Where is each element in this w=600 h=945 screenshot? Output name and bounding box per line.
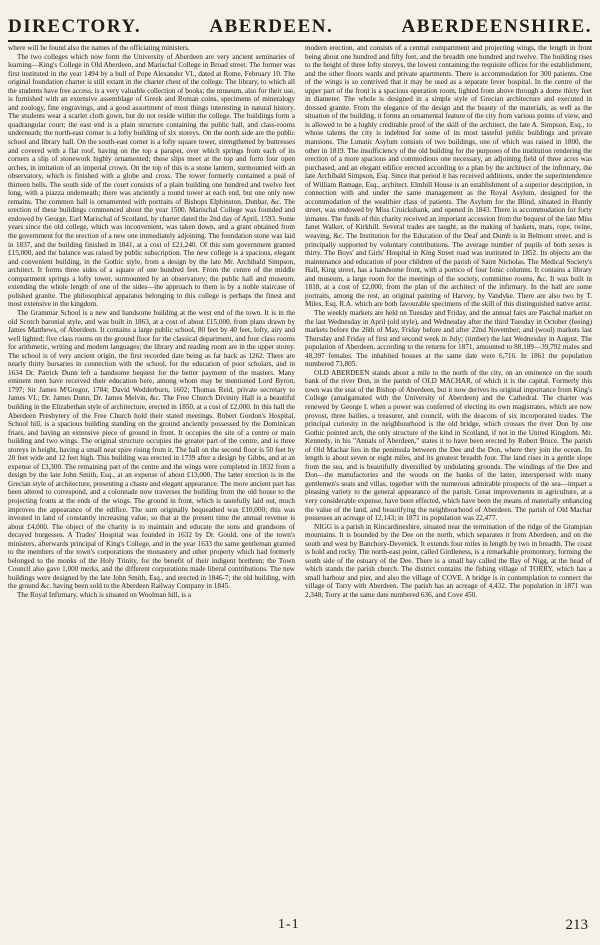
text-columns xyxy=(8,44,592,903)
paragraph: The weekly markets are held on Tuesday and Friday, and the annual fairs are Paschal market on the last Wednesday in April (old style), and Wednesday after the third Tuesday in October (feeing) markets before the 26th of May, Friday before and after 22nd November; and (wool) markets last Thursday and Friday of first and second week in July; (timber) the last Wednesday in August. The population of Aberdeen, according to the returns for 1871, amounted to 88,189—39,792 males and 48,397 females. The inhabited houses at the same date were 6,716. In 1861 the population numbered 73,805. xyxy=(305,308,592,369)
page-footer xyxy=(8,913,592,937)
running-header xyxy=(8,4,592,42)
paragraph: The Grammar School is a new and handsome building at the west end of the town. It is in the old Scotch baronial style, and was built in 1863, at a cost of about £15,000, from plans drawn by James Matthews, of Aberdeen. It contains a large public school, 80 feet by 40 feet, lofty, airy and well lighted; five class rooms on the ground floor for the classical department, and four class rooms for arithmetic, writing and modern languages; the library and reading room are in the upper storey. The school is of very ancient origin, the first recorded date being as far back as 1262. There are nearly thirty bursaries in connection with the school, for the education of poor scholars, and in 1634 Dr. Patrick Dunn left a handsome bequest for the better payment of the masters. Many eminent men have received their education here, among whom may be mentioned Lord Byron, 1797; Sir James M'Gregor, 1784; David Wedderburn, 1602; Thomas Reid, private secretary to James VI.; Dr. James Dunn, Dr. James Melvin, &c. The Free Church Divinity Hall is a beautiful building in the Elizabethan style of architecture, erected in 1850, at a cost of £2,000. In this hall the Aberdeen Presbytery of the Free Church hold their stated meetings. Robert Gordon's Hospital, School hill, is a spacious building standing on the ground anciently possessed by the Dominican friars, and having an extensive piece of ground in front. It occupies the site of a centre or main building and two wings. The original structure occupies the greater part of the centre, and is three storeys in height, having a small neat spire rising from it. The hall on the second floor is 50 feet by 20 feet wide and 12 feet high. This building was erected in 1739 after a design by Gibbs, and at an expense of £3,300. The remaining part of the centre and the wings were completed in 1832 from a design by the late John Smith, Esq., at an expense of about £13,000. The latter erection is in the Grecian style of architecture, presenting a chaste and elegant appearance. The more ancient part has been altered to correspond, and a colonnade now traverses the building from the old house to the projecting fronts at the ends of the wings. The ground in front, which is tastefully laid out, much improves the appearance of the edifice. The sum originally bequeathed was £10,000; this was invested in land of constantly increasing value, so that at the present time the annual revenue is about £4,000. The object of the charity is to maintain and educate the sons and grandsons of decayed burgesses. A Trades' Hospital was founded in 1632 by Dr. Gould, one of the town's ministers, afterwards principal of King's College, and in the year 1633 the same gentleman granted to the members of the town's corporations the monastery and other property which had formerly belonged to the monks of the Holy Trinity, for the benefit of their indigent brethren; the Town Council also gave 1,000 merks, and the different corporations made liberal contributions. The new buildings were designed by the late John Smith, Esq., and erected in 1846-7; the old building, with the ground &c. having been sold to the Aberdeen Railway Company in 1845. xyxy=(8,308,295,591)
paragraph: where will be found also the names of the officiating ministers. xyxy=(8,44,190,52)
paragraph: NIGG is a parish in Kincardineshire, situated near the termination of the ridge of the Grampian mountains. It is bounded by the Dee on the north, which separates it from Aberdeen, and on the south and west by Banchory-Devenick. It extends four miles in length by two in breadth. The coast is bold and rocky. The north-east point, called Girdleness, is a remarkable promontory, forming the south side of the estuary of the Dee. There is a small bay called the Bay of Nigg, at the head of which stands the parish church. The district contains the fishing village of TORRY, which has a small harbour and pier, and also the village of COVE. A bridge is in contemplation to connect the village of Torry with Aberdeen. The parish has an acreage of 4,432. The population in 1871 was 2,348; Torry at the same date numbered 636, and Cove 450. xyxy=(305,522,592,599)
paragraph: modern erection, and consists of a central compartment and projecting wings, the length in front being about one hundred and fifty feet, and the breadth one hundred and twelve. The building rises to the height of three lofty storeys, the lowest containing the requisite offices for the establishment, and the other floors wards and private apartments. There is accommodation for 300 patients. One of the wings is so contrived that it may be used as a separate fever hospital. In the centre of the upper part of the front is a spacious operation room, lighted from above through a dome thirty feet in diameter. The whole is designed in a simple style of Grecian architecture and executed in dressed granite. From the elegance of the design and the beauty of the materials, as well as the situation of the building, it forms an ornamental feature of the city from various points of view, and is allowed to be a highly creditable proof of the skill of the architect, the late A. Simpson, Esq., to whose talents the city is indebted for some of its most tasteful public buildings and private mansions. The Lunatic Asylum consists of two buildings, one of which was raised in 1800, the other in 1819. The insufficiency of the old building for the purposes of the institution rendering the erection of a more spacious and commodious one necessary, an adjoining field of three acres was purchased, and an elegant edifice erected according to a plan by the architect of the infirmary, the late Archibald Simpson, Esq. Since that period it has received additions, under the superintendence of William Ramage, Esq., architect. Elmhill House is an establishment of a superior description, in connection with and under the same management as the Royal Asylum, designed for the accommodation of the wealthier class of patients. The Asylum for the Blind, situated in Huntly street, was endowed by Miss Cruickshank, and opened in 1843. There is accommodation for forty inmates. The funds of this charity received an important accession from the bequest of the late Miss Janet Walker, of Kirkhill. Several trades are taught, as the making of baskets, mats, rope, twine, weaving, &c. The Institution for the Education of the Deaf and Dumb is in Belmont street, and is principally supported by voluntary contributions. The average number of pupils of both sexes is thirty. The Boys' and Girls' Hospital in King Street road was instituted in 1852. Its objects are the maintenance and education of poor children of the parish of Saint Nicholas. The Medical Society's Hall, King street, has a handsome front, with a portico of four Ionic columns. It contains a library and museum, a large room for the meetings of the society, committee rooms, &c. It was built in 1818, at a cost of £2,000, from the plan of the architect of the infirmary. In the hall are some portraits, among the rest, an original painting of Harvey, by Vandyke. There are also two by T. Miles, Esq. R.A. which are both favourable specimens of the skill of this distinguished native artist. xyxy=(305,44,592,309)
paragraph: OLD ABERDEEN stands about a mile to the north of the city, on an eminence on the south bank of the river Don, in the parish of OLD MACHAR, of which it is the capital. Formerly this town was the seat of the Bishop of Aberdeen, but it now derives its original importance from King's College (amalgamated with the University of Aberdeen) and the Cathedral. The charter was renewed by George I. when a power was conferred of electing its own magistrates, which are now provost, three bailies, a treasurer, and council, with the deacons of six incorporated trades. The principal curiosity in the neighbourhood is the old bridge, which crosses the river Don by one Gothic pointed arch, the only structure of the kind in Scotland, if not in the United Kingdom. Mr. Kennedy, in his "Annals of Aberdeen," states it to have been erected by Robert Bruce. The parish of Old Machar lies in the peninsula between the Dee and the Don, where they join the ocean. Its length is about seven or eight miles, and its greatest breadth four. The land rises in a gentle slope from the sea, and is beautifully diversified by undulating grounds. The windings of the Dee and Don—the manufactories and the woods on the banks of the latter, interspersed with many gentlemen's seats and villas, together with the numerous admirable prospects of the sea—impart a pleasing variety to the general appearance of the parish. Great improvements in agriculture, at a very considerable expense, have been effected, which have been the means of materially enhancing the value of the land, and beautifying the neighbourhood of Aberdeen. The parish of Old Machar possesses an acreage of 12,143; in 1871 its population was 22,477. xyxy=(305,368,592,523)
header-center: ABERDEEN. xyxy=(209,16,334,37)
left-column xyxy=(8,44,295,903)
header-left: DIRECTORY. xyxy=(8,16,142,37)
paragraph: The Royal Infirmary, which is situated on Woolman hill, is a xyxy=(17,591,192,599)
paragraph: The two colleges which now form the University of Aberdeen are very ancient seminaries of learning—King's College in Old Aberdeen, and Marischal College in Broad street. The former was first instituted in the year 1494 by a bull of Pope Alexander VI., dated at Rome, February 10. The original foundation charter is still extant in the charter chest of the college. The library, to which all the students have free access, is a very valuable collection of books; the museum, also for their use, is furnished with an extensive assemblage of Greek and Roman coins, specimens of mineralogy and zoology, fine engravings, and a good assortment of most things interesting in natural history. The students wear a scarlet cloth gown, but do not reside within the college. The buildings form a quadrangular court; the east end is a plain structure containing the public hall, and class-rooms underneath; the north-east corner is a lofty building of six storeys. On the north side are the public school and library hall. On the south-east corner is a lofty square tower, strengthened by buttresses and covered with a flat roof, having on the top a parapet, over which springs from each of its corners a slip of stonework highly ornamented; these slips meet at the top and form four open arches, in imitation of an imperial crown. On the top of this is a stone lantern, surmounted with an observatory, which is finished with a globe and cross. The tower formerly contained a peal of thirteen bells. The south side of the court consists of a plain building one hundred and twelve feet long, with a piazza underneath; there was anciently a round tower at each end, but one only now remains. The common hall is ornamented with portraits of Bishops Elphinston, Dunbar, &c. The erection of these buildings commenced about the year 1500. Marischal College was founded and endowed by George, Earl Marischal of Scotland, by charter dated the 2nd day of April, 1593. Some years since the old college, which was inconvenient, was taken down, and a grant obtained from the government for the erection of a new one immediately adjoining. The foundation stone was laid in 1837, and the building finished in 1841, at a cost of £21,240. Of this sum government granted £15,000, and the balance was raised by public subscription. The new college is a spacious, elegant and convenient building, in the Gothic style, from a design by the late Mr. Archibald Simpson, architect. It forms three sides of a square of one hundred feet. From the centre of the middle compartment springs a lofty tower, surmounted by an observatory; the public hall and museum, extending the whole length of one of the sides—the approach to them is by a noble staircase of polished granite. The philosophical apparatus belonging to this college is perhaps the finest and most extensive in the kingdom. xyxy=(8,52,295,309)
signature-mark: 1-1 xyxy=(278,917,300,932)
header-right: ABERDEENSHIRE. xyxy=(401,16,592,37)
right-column xyxy=(305,44,592,903)
page-number: 213 xyxy=(565,916,588,933)
